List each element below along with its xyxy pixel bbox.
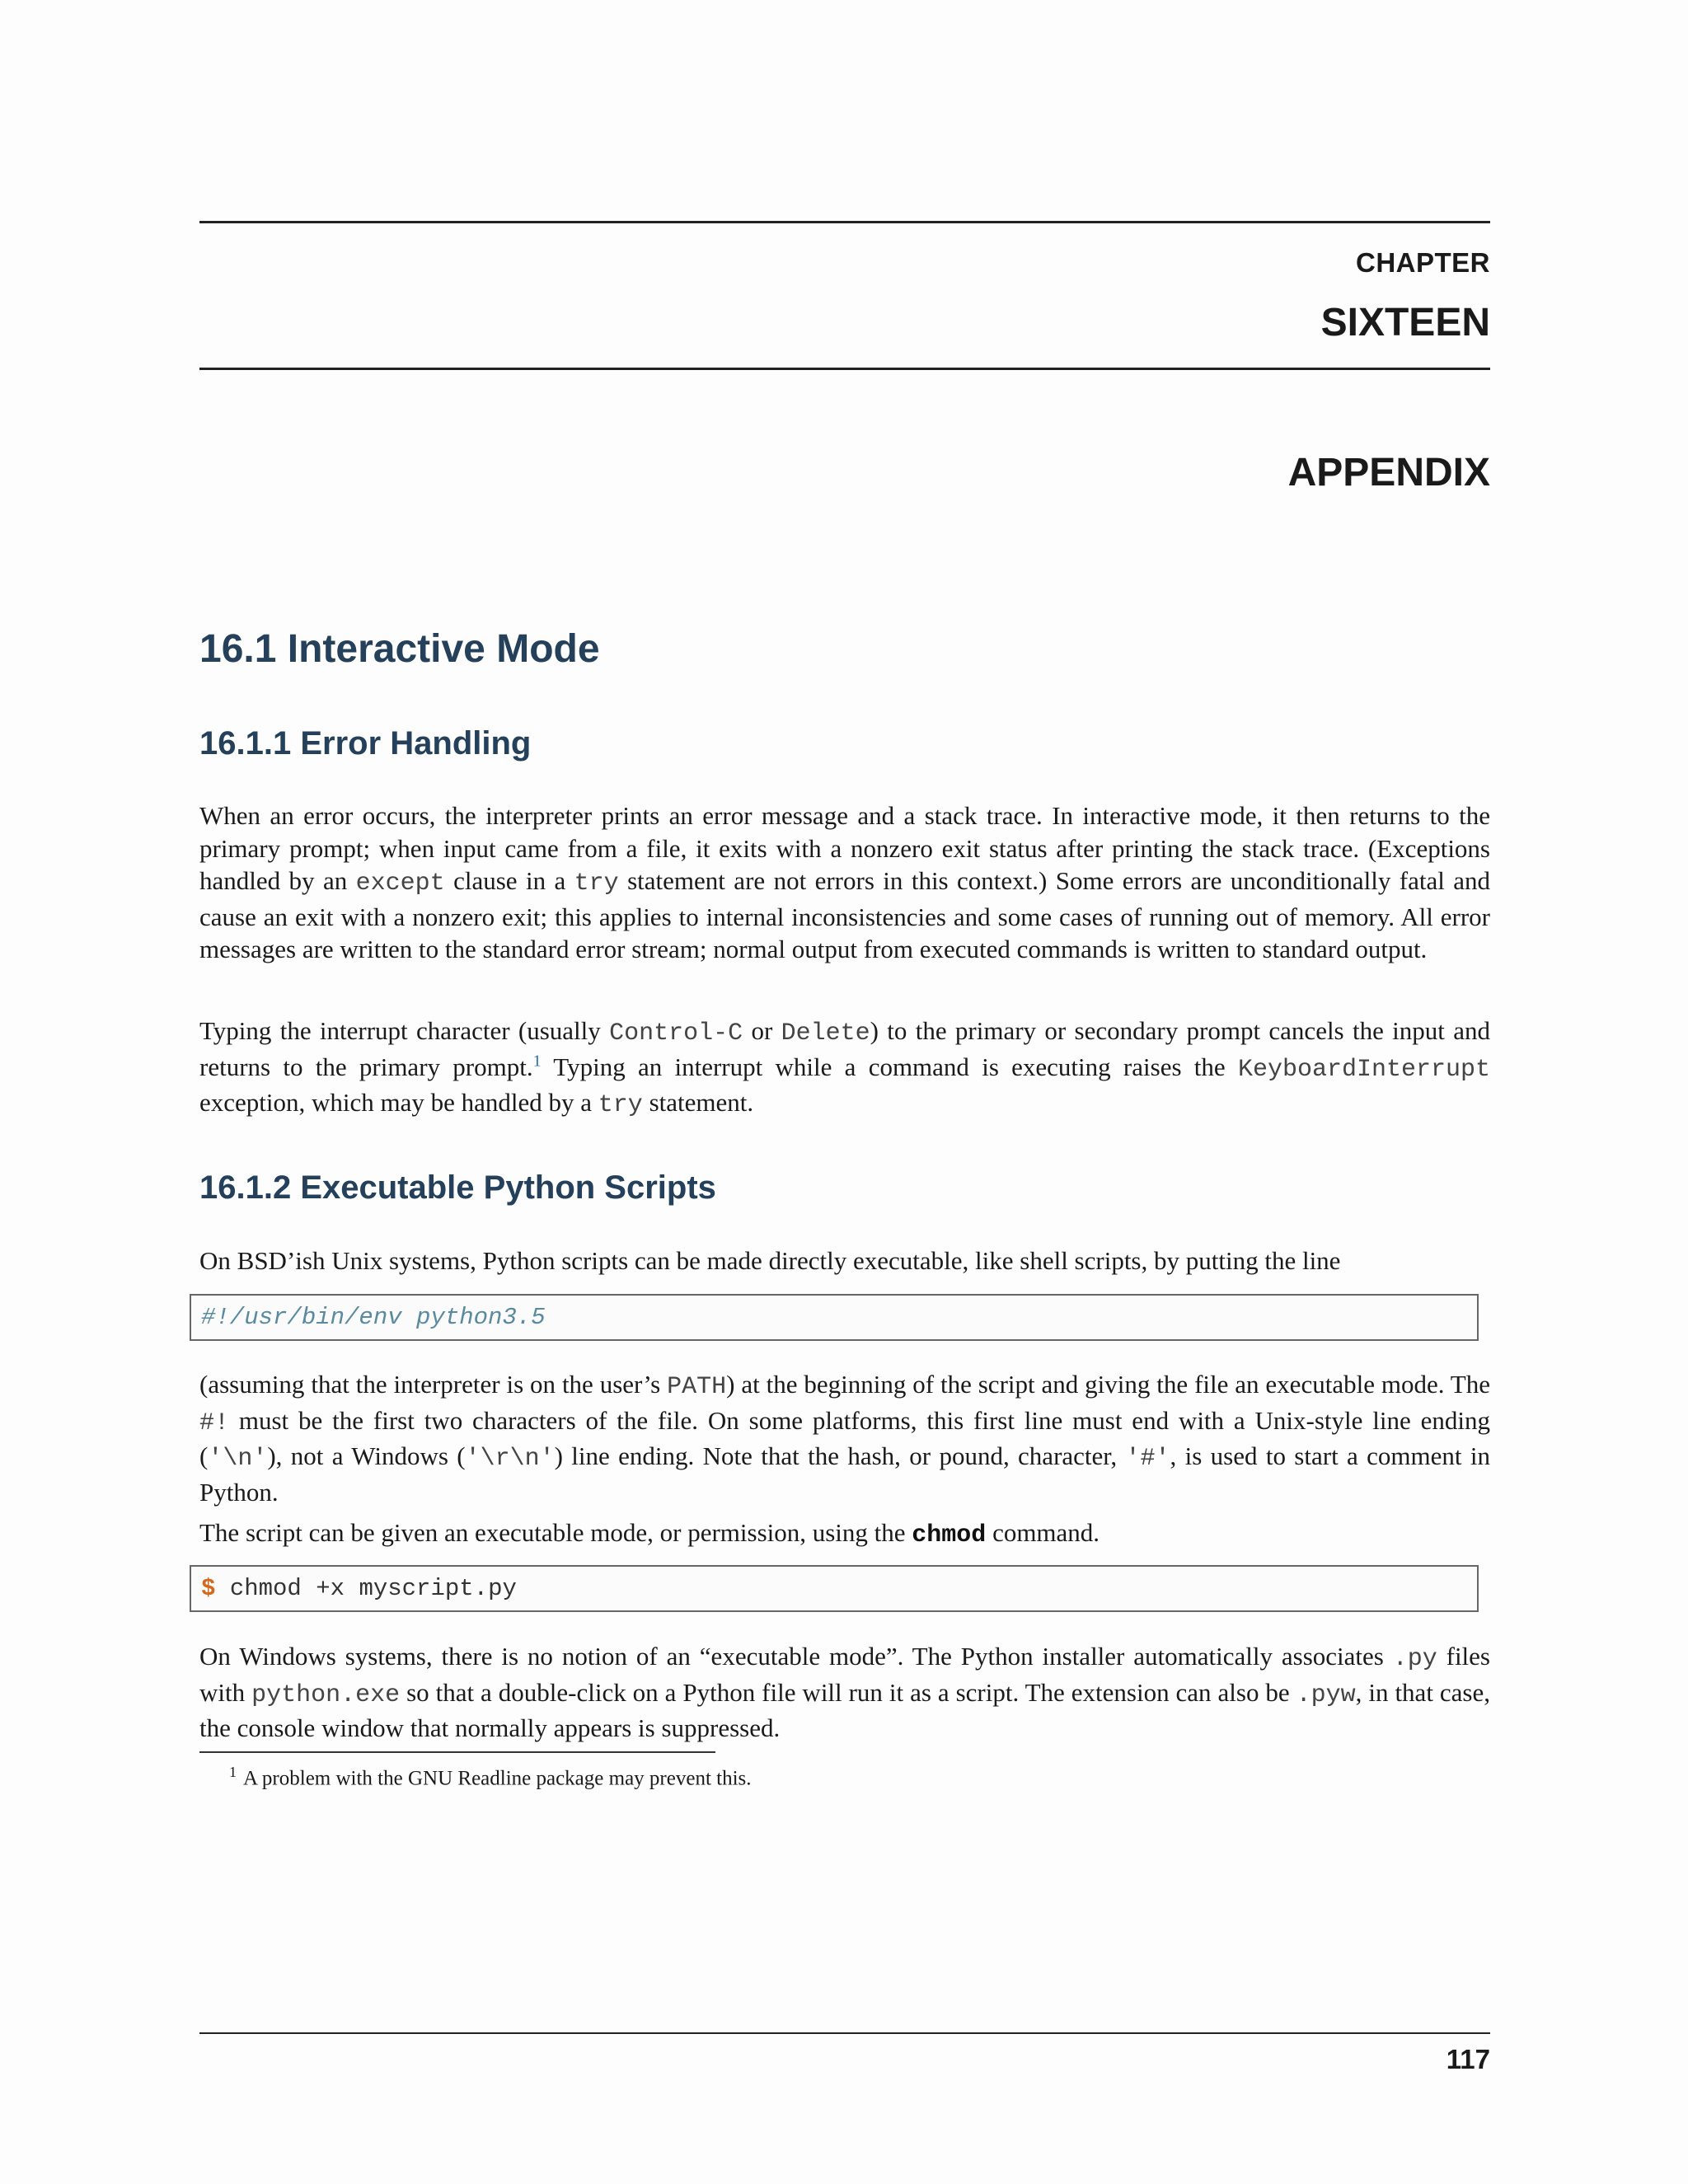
- paragraph-shebang-explanation: (assuming that the interpreter is on the user’s PATH) at the beginning of the script and giving the file an executable mode. The #! must be the first two characters of the file. On some platforms, this first line must end with a Unix-style line ending ('\n'), not a Windows ('\r\n') line ending. Note that the hash, or pound, character, '#', is used to start a comment in Python.: [199, 1370, 1491, 1507]
- paragraph-chmod: The script can be given an executable mode, or permission, using the chmod command.: [199, 1518, 1100, 1549]
- paragraph-error-handling: When an error occurs, the interpreter prints an error message and a stack trace. In interactive mode, it then returns to the primary prompt; when input came from a file, it exits with a nonzero exit status after printing the stack trace. (Exceptions handled by an except clause in a try statement are not errors in this context.) Some errors are unconditionally fatal and cause an exit with a nonzero exit; this applies to internal inconsistencies and some cases of running out of memory. All error messages are written to the standard error stream; normal output from executed commands is written to standard output.: [199, 801, 1491, 963]
- section-heading: 16.1 Interactive Mode: [199, 627, 600, 671]
- page-number: 117: [1446, 2044, 1490, 2074]
- paragraph-bsd-scripts: On BSD’ish Unix systems, Python scripts can be made directly executable, like shell scripts, by putting the line: [199, 1246, 1341, 1275]
- chapter-title: APPENDIX: [1287, 451, 1490, 494]
- chapter-number: SIXTEEN: [1320, 301, 1490, 344]
- shell-command: chmod +x myscript.py: [229, 1575, 517, 1602]
- paragraph-interrupt: Typing the interrupt character (usually Control-C or Delete) to the primary or secondary prompt cancels the input and returns to the primary prompt.$^1$ Typing an interrupt while a command is executing raises the KeyboardInterrupt exception, which may be handled by a try statement.: [199, 1016, 1490, 1119]
- footnote-reference-link[interactable]: 1: [532, 1052, 542, 1071]
- code-block-shebang: [190, 1294, 1479, 1341]
- shebang-line: #!/usr/bin/env python3.5: [201, 1304, 546, 1331]
- shell-prompt: $: [201, 1575, 216, 1602]
- paragraph-windows: On Windows systems, there is no notion of an “executable mode”. The Python installer automatically associates .py files with python.exe so that a double-click on a Python file will run it as a script. The extension can also be .pyw, in that case, the console window that normally appears is suppressed.: [199, 1642, 1490, 1742]
- subsection-heading-executable-scripts: 16.1.2 Executable Python Scripts: [199, 1169, 716, 1206]
- footnote-divider: [199, 1751, 715, 1753]
- footnote-text: A problem with the GNU Readline package may prevent this.: [243, 1767, 752, 1790]
- chapter-label: CHAPTER: [1355, 247, 1490, 278]
- code-block-chmod: [190, 1565, 1479, 1612]
- chapter-top-rule: [199, 221, 1490, 223]
- subsection-heading-error-handling: 16.1.1 Error Handling: [199, 725, 532, 762]
- footnote: [229, 1759, 752, 1792]
- footer-rule: [199, 2032, 1490, 2034]
- chapter-bottom-rule: [199, 368, 1490, 370]
- footnote-mark: 1: [229, 1764, 237, 1780]
